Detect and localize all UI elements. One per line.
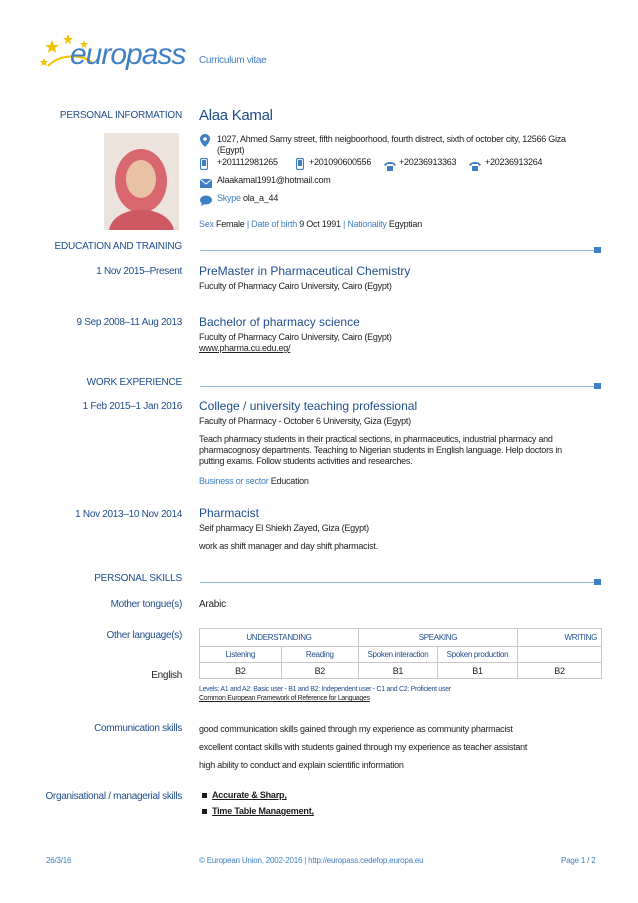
sex-value: Female [216,219,245,229]
section-label-skills: PERSONAL SKILLS [94,573,182,584]
comm-line-2: excellent contact skills with students gained through my experience as teacher assistant [199,742,528,752]
nationality-value: Egyptian [388,219,422,229]
communication-skills-label: Communication skills [94,723,182,734]
levels-note: Levels: A1 and A2: Basic user - B1 and B2: Independent user - C1 and C2: Proficient user [199,686,451,693]
level-reading: B2 [281,663,358,679]
edu-title-1: PreMaster in Pharmaceutical Chemistry [199,264,411,278]
org-skills-label: Organisational / managerial skills [45,791,182,802]
level-listening: B2 [200,663,282,679]
phone-1: +201112981265 [217,157,278,167]
address-line-2: (Egypt) [217,145,245,155]
work-date-1: 1 Feb 2015–1 Jan 2016 [82,401,182,412]
nationality-label: Nationality [347,219,387,229]
skype-row [217,193,278,203]
mother-tongue-value: Arabic [199,599,226,610]
edu-link-2[interactable]: www.pharma.cu.edu.eg/ [199,343,291,353]
work-desc-3: putting exams. Follow students activities and researches. [199,456,413,466]
subheader-listening: Listening [200,647,282,663]
dob-value: 9 Oct 1991 [299,219,341,229]
org-bullet-1 [199,790,287,800]
europass-logo [40,32,190,80]
footer-date: 26/3/16 [46,856,72,865]
work-desc-2: pharmacognosy departments. Teaching to Nigerian students in English language. Help doctors in [199,445,562,455]
section-marker [594,383,601,389]
subheader-spoken-interaction: Spoken interaction [358,647,437,663]
work-title-2: Pharmacist [199,506,260,520]
mobile-icon [296,157,304,175]
subheader-reading: Reading [281,647,358,663]
org-bullet-text: Time Table Management, [212,806,314,816]
separator: | [246,219,249,229]
edu-org-1: Fuculty of Pharmacy Cairo University, Cairo (Egypt) [199,281,392,291]
edu-org-2: Fuculty of Pharmacy Cairo University, Cairo (Egypt) [199,332,392,342]
other-languages-label: Other language(s) [106,630,182,641]
work-sector-row [199,476,309,487]
cefr-link[interactable]: Common European Framework of Reference for Languages [199,695,370,702]
sector-value: Education [270,476,309,486]
work-desc-1: Teach pharmacy students in their practical sections, in pharmaceutics, industrial pharmacy and [199,434,553,444]
comm-line-3: high ability to conduct and explain scientific information [199,760,404,770]
dob-label: Date of birth [251,219,297,229]
header-writing: WRITING [518,629,602,647]
phone-row [200,157,600,169]
sex-label: Sex [199,219,214,229]
phone-icon [469,158,481,176]
section-label-work: WORK EXPERIENCE [86,377,182,388]
work-org-1: Faculty of Pharmacy - October 6 University, Giza (Egypt) [199,416,411,426]
skype-label: Skype [217,193,241,203]
bullet-square-icon [202,809,207,814]
email-address[interactable]: Alaakamal1991@hotmail.com [217,175,331,185]
section-marker [594,579,601,585]
phone-icon [384,158,396,176]
chat-bubble-icon [200,193,212,205]
phone-3: +20236913363 [399,157,457,167]
subheader-spoken-production: Spoken production [437,647,517,663]
work-desc-2-1: work as shift manager and day shift pharmacist. [199,541,378,551]
address-line-1: 1027, Ahmed Samy street, fifth neigboorhood, fourth distrect, sixth of october city, 12566 Giza [217,134,566,144]
full-name: Alaa Kamal [199,107,273,124]
location-pin-icon [200,134,212,146]
level-writing: B2 [518,663,602,679]
logo-text: europass [70,38,186,71]
section-marker [594,247,601,253]
work-date-2: 1 Nov 2013–10 Nov 2014 [75,509,182,520]
language-name: English [151,670,182,681]
personal-details-row [199,219,422,229]
work-org-2: Seif pharmacy El Shiekh Zayed, Giza (Egypt) [199,523,369,533]
separator: | [343,219,346,229]
edu-date-2: 9 Sep 2008–11 Aug 2013 [76,317,182,328]
footer-page-number: Page 1 / 2 [561,856,596,865]
org-bullet-text: Accurate & Sharp, [212,790,287,800]
mother-tongue-label: Mother tongue(s) [110,599,182,610]
header-understanding: UNDERSTANDING [200,629,359,647]
phone-4: +20236913264 [485,157,543,167]
comm-line-1: good communication skills gained through my experience as community pharmacist [199,724,513,734]
footer-copyright[interactable]: © European Union, 2002-2016 | http://europass.cedefop.europa.eu [199,856,424,865]
edu-title-2: Bachelor of pharmacy science [199,315,360,329]
section-divider [200,250,598,251]
section-label-personal: PERSONAL INFORMATION [59,110,182,121]
level-spoken-interaction: B1 [358,663,437,679]
mobile-icon [200,157,208,175]
org-bullet-2 [199,806,314,816]
bullet-square-icon [202,793,207,798]
sector-label: Business or sector [199,476,269,486]
level-spoken-production: B1 [437,663,517,679]
subheader-writing-empty [518,647,602,663]
section-label-education: EDUCATION AND TRAINING [54,241,182,252]
phone-2: +201090600556 [309,157,372,167]
section-divider [200,582,598,583]
email-icon [200,175,212,187]
section-divider [200,386,598,387]
profile-photo [104,133,179,230]
edu-date-1: 1 Nov 2015–Present [96,266,182,277]
cv-heading: Curriculum vitae [199,55,267,66]
skype-value: ola_a_44 [243,193,279,203]
language-table [199,628,602,679]
header-speaking: SPEAKING [358,629,517,647]
work-title-1: College / university teaching professional [199,399,418,413]
